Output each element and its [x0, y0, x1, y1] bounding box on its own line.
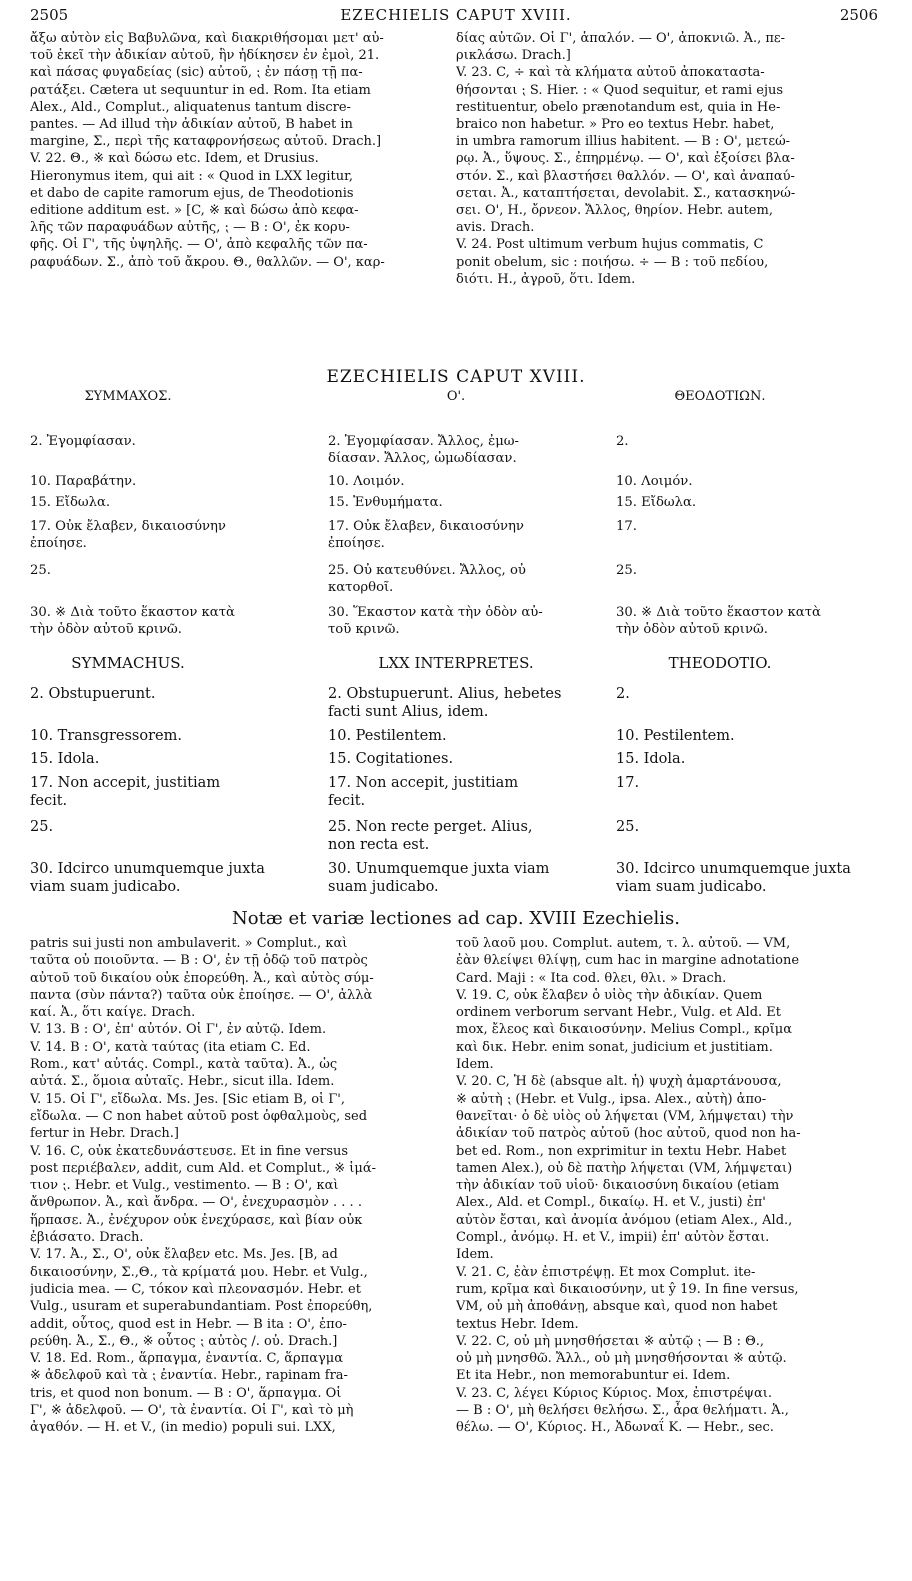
table-cell: 15. Εἴδωλα. — [616, 495, 697, 510]
text-line: ordinem verborum servant Hebr., Vulg. et Ald. Et — [456, 1005, 781, 1021]
text-line: ἐβιάσατο. Drach. — [30, 1230, 144, 1246]
table-cell: 10. Transgressorem. — [30, 728, 182, 744]
text-line: V. 16. C, οὐκ ἐκατεδυνάστευσε. Et in fine versus — [30, 1143, 349, 1159]
text-line: δικαιοσύνην, Σ.,Θ., τὰ κρίματά μου. Hebr. et Vulg., — [30, 1264, 368, 1280]
text-line: καὶ πάσας φυγαδείας (sic) αὐτοῦ, ⁏ ἐν πάσῃ τῇ πα- — [30, 65, 363, 81]
text-line: ρεύθη. Ἀ., Σ., Θ., ※ οὗτος ⁏ αὐτὸς /. οὐ. Drach.] — [30, 1333, 338, 1349]
text-line: αὐτὸν ἔσται, καὶ ἀνομία ἀνόμου (etiam Alex., Ald., — [456, 1212, 793, 1228]
column-header: SYMMACHUS. — [71, 654, 185, 672]
text-line: φῆς. Οἱ Γ', τῆς ὑψηλῆς. — Ο', ἀπὸ κεφαλῆς τῶν πα- — [30, 237, 368, 253]
text-line: ταῦτα οὐ ποιοῦντα. — B : Ο', ἐν τῇ ὁδῷ τοῦ πατρὸς — [30, 953, 368, 969]
text-line: αὐτοῦ τοῦ δικαίου οὐκ ἐπορεύθη. Ἀ., καὶ αὐτὸς σύμ- — [30, 970, 374, 986]
page-number-right: 2506 — [839, 6, 878, 24]
text-line: Alex., Ald. et Compl., δικαίῳ. Η. et V., justi) ἐπ' — [456, 1195, 766, 1211]
text-line: in umbra ramorum illius habitent. — B : Ο', μετεώ- — [456, 134, 791, 150]
table-cell: 15. Idola. — [616, 751, 686, 767]
text-line: V. 14. B : Ο', κατὰ ταύτας (ita etiam C. Ed. — [30, 1039, 311, 1055]
text-line: αὐτά. Σ., ὅμοια αὐταῖς. Hebr., sicut illa. Idem. — [30, 1074, 335, 1090]
text-line: tamen Alex.), οὐ δὲ πατὴρ λήψεται (VM, λήμψεται) — [456, 1160, 793, 1176]
table-cell: 25. Οὐ κατευθύνει. Ἄλλος, οὐ κατορθοῖ. — [328, 563, 526, 595]
text-line: avis. Drach. — [456, 220, 535, 236]
table-cell: 17. Non accepit, justitiam fecit. — [328, 775, 519, 809]
text-line: V. 23. C, λέγει Κύριος Κύριος. Mox, ἐπιστρέψαι. — [456, 1385, 772, 1401]
text-line: V. 19. C, οὐκ ἔλαβεν ὁ υἱὸς τὴν ἀδικίαν. Quem — [456, 987, 763, 1003]
text-line: Et ita Hebr., non memorabuntur ei. Idem. — [456, 1368, 731, 1384]
text-line: Card. Maji : « Ita cod. θλει, θλι. » Drach. — [456, 970, 727, 986]
text-line: mox, ἔλεος καὶ δικαιοσύνην. Melius Compl., κρῖμα — [456, 1022, 793, 1038]
text-line: V. 22. C, οὐ μὴ μνησθήσεται ※ αὐτῷ ⁏ — B : Θ., — [456, 1333, 765, 1349]
table-cell: 17. — [616, 775, 640, 791]
table-cell: 10. Pestilentem. — [328, 728, 447, 744]
table-cell: 2. Ἐγομφίασαν. — [30, 434, 136, 449]
text-line: judicia mea. — C, τόκον καὶ πλεονασμόν. Hebr. et — [30, 1281, 361, 1297]
text-line: ρατάξει. Cætera ut sequuntur in ed. Rom. Ita etiam — [30, 82, 371, 98]
text-line: στόν. Σ., καὶ βλαστήσει θαλλόν. — Ο', καὶ ἀναπαύ- — [456, 168, 795, 184]
text-line: Γ', ※ ἀδελφοῦ. — Ο', τὰ ἐναντία. Οἱ Γ', καὶ τὸ μὴ — [30, 1403, 354, 1419]
text-line: ραφυάδων. Σ., ἀπὸ τοῦ ἄκρου. Θ., θαλλῶν. — Ο', καρ- — [30, 254, 385, 270]
text-line: σεται. Ἀ., καταπτήσεται, devolabit. Σ., κατασκηνώ- — [456, 185, 796, 201]
text-line: θέλω. — Ο', Κύριος. Η., Ἀδωναΐ Κ. — Hebr., sec. — [456, 1420, 774, 1436]
text-line: εἴδωλα. — C non habet αὐτοῦ post ὀφθαλμοὺς, sed — [30, 1108, 368, 1124]
column-header: Ο'. — [446, 389, 466, 404]
text-line: braico non habetur. » Pro eo textus Hebr. habet, — [456, 117, 775, 133]
text-line: VM, οὐ μὴ ἀποθάνῃ, absque καὶ, quod non habet — [456, 1299, 778, 1315]
text-line: addit, οὗτος, quod est in Hebr. — B ita : Ο', ἐπο- — [30, 1316, 347, 1332]
notes-title: Notæ et variæ lectiones ad cap. XVIII Ezechielis. — [232, 908, 680, 929]
table-cell: 17. Non accepit, justitiam fecit. — [30, 775, 221, 809]
text-line: textus Hebr. Idem. — [456, 1316, 579, 1332]
text-line: θήσονται ⁏ S. Hier. : « Quod sequitur, et rami ejus — [456, 82, 784, 98]
text-line: V. 24. Post ultimum verbum hujus commatis, C — [456, 237, 764, 253]
text-line: bet ed. Rom., non exprimitur in textu Hebr. Habet — [456, 1143, 787, 1159]
text-line: V. 17. Ἀ., Σ., Ο', οὐκ ἔλαβεν etc. Ms. Jes. [B, ad — [30, 1247, 338, 1263]
table-cell: 25. — [30, 563, 51, 578]
text-line: ἄξω αὐτὸν εἰς Βαβυλῶνα, καὶ διακριθήσομαι μετ' αὐ- — [30, 31, 384, 46]
table-cell: 25. — [616, 819, 640, 835]
table-cell: 15. Idola. — [30, 751, 100, 767]
text-line: ἥρπασε. Ἀ., ἐνέχυρον οὐκ ἐνεχύρασε, καὶ βίαν οὐκ — [30, 1212, 363, 1228]
table-cell: 10. Λοιμόν. — [616, 474, 693, 489]
table-cell: 17. Οὐκ ἔλαβεν, δικαιοσύνην ἐποίησε. — [30, 519, 226, 551]
text-line: Alex., Ald., Complut., aliquatenus tantum discre- — [30, 99, 351, 115]
text-line: V. 22. Θ., ※ καὶ δώσω etc. Idem, et Drusius. — [30, 151, 319, 167]
table-cell: 15. Cogitationes. — [328, 751, 454, 767]
text-line: καί. Ἀ., ὅτι καίγε. Drach. — [30, 1005, 196, 1021]
text-line: παντα (σὺν πάντα?) ταῦτα οὐκ ἐποίησε. — Ο', ἀλλὰ — [30, 987, 373, 1003]
text-line: restituentur, obelo prænotandum est, quia in He- — [456, 99, 781, 115]
table-cell: 2. Obstupuerunt. — [30, 686, 156, 702]
text-line: δίας αὐτῶν. Οἱ Γ', ἁπαλόν. — Ο', ἀποκνιῶ. Ἀ., πε- — [456, 31, 786, 46]
text-line: Idem. — [456, 1247, 494, 1263]
text-line: ἐὰν θλείψει θλίψῃ, cum hac in margine adnotatione — [456, 953, 800, 969]
text-line: ἀδικίαν τοῦ πατρὸς αὐτοῦ (hoc αὐτοῦ, quod non ha- — [456, 1126, 801, 1142]
text-line: Idem. — [456, 1057, 494, 1073]
text-line: — B : Ο', μὴ θελήσει θελήσω. Σ., ἆρα θελήματι. Ἀ., — [456, 1403, 789, 1419]
column-header: ΘΕΟΔΟΤΙΩΝ. — [674, 389, 766, 404]
text-line: V. 23. C, ÷ καὶ τὰ κλήματα αὐτοῦ ἀποκατασta- — [456, 65, 765, 81]
table-cell: 15. Ἐνθυμήματα. — [328, 495, 443, 510]
text-line: V. 18. Ed. Rom., ἅρπαγμα, ἐναντία. C, ἅρπαγμα — [30, 1351, 343, 1367]
text-line: ρικλάσω. Drach.] — [456, 48, 571, 64]
table-cell: 10. Παραβάτην. — [30, 474, 137, 489]
text-line: post περιέβαλεν, addit, cum Ald. et Complut., ※ ἱμά- — [30, 1160, 377, 1176]
column-header: THEODOTIO. — [668, 654, 772, 672]
table-cell: 17. Οὐκ ἔλαβεν, δικαιοσύνην ἐποίησε. — [328, 519, 524, 551]
text-line: οὐ μὴ μνησθῶ. Ἄλλ., οὐ μὴ μνησθήσονται ※ αὐτῷ. — [456, 1351, 787, 1367]
text-line: V. 21. C, ἐὰν ἐπιστρέψῃ. Et mox Complut. ite- — [456, 1264, 756, 1280]
text-line: V. 13. B : Ο', ἐπ' αὐτόν. Οἱ Γ', ἐν αὐτῷ. Idem. — [30, 1022, 327, 1038]
table-cell: 30. Unumquemque juxta viam suam judicabo. — [328, 861, 550, 895]
table-cell: 30. Ἕκαστον κατὰ τὴν ὁδὸν αὐ- τοῦ κρινῶ. — [328, 605, 543, 637]
text-line: ἀγαθόν. — Η. et V., (in medio) populi sui. LXX, — [30, 1420, 336, 1436]
text-line: ponit obelum, sic : ποιήσω. ÷ — B : τοῦ πεδίου, — [456, 254, 769, 270]
table-cell: 10. Pestilentem. — [616, 728, 735, 744]
text-line: Rom., κατ' αὐτάς. Compl., κατὰ ταῦτα). Ἀ., ὡς — [30, 1057, 338, 1073]
notes-right-column — [456, 935, 886, 1437]
running-title: EZECHIELIS CAPUT XVIII. — [340, 6, 572, 24]
table-cell: 30. Idcirco unumquemque juxta viam suam judicabo. — [30, 861, 265, 895]
table-cell: 25. Non recte perget. Alius, non recta est. — [328, 819, 533, 853]
table-cell: 30. Idcirco unumquemque juxta viam suam judicabo. — [616, 861, 851, 895]
text-line: editione additum est. » [C, ※ καὶ δώσω ἀπὸ κεφα- — [30, 203, 359, 219]
text-line: ※ ἀδελφοῦ καὶ τὰ ⁏ ἐναντία. Hebr., rapinam fra- — [30, 1368, 348, 1384]
text-line: patris sui justi non ambulaverit. » Complut., καὶ — [30, 936, 348, 951]
table-cell: 17. — [616, 519, 637, 534]
text-line: τὴν ἀδικίαν τοῦ υἱοῦ· δικαιοσύνη δικαίου (etiam — [456, 1178, 780, 1194]
text-line: ※ αὐτὴ ⁏ (Hebr. et Vulg., ipsa. Alex., αὐτὴ) ἀπο- — [456, 1091, 767, 1107]
text-line: τοῦ λαοῦ μου. Complut. autem, τ. λ. αὐτοῦ. — VM, — [456, 936, 791, 951]
text-line: fertur in Hebr. Drach.] — [30, 1126, 179, 1142]
table-cell: 25. — [616, 563, 637, 578]
chapter-title: EZECHIELIS CAPUT XVIII. — [326, 367, 586, 387]
text-line: V. 20. C, Ἡ δὲ (absque alt. ἡ) ψυχὴ ἁμαρτάνουσα, — [456, 1074, 782, 1090]
top-left-column — [30, 30, 448, 271]
text-line: ἄνθρωπον. Ἀ., καὶ ἄνδρα. — Ο', ἐνεχυρασμὸν . . . . — [30, 1195, 362, 1211]
text-line: θανεῖται· ὁ δὲ υἱὸς οὐ λήψεται (VM, λήμψεται) τὴν — [456, 1108, 794, 1124]
text-line: λῆς τῶν παραφυάδων αὐτῆς, ⁏ — B : Ο', ἐκ κορυ- — [30, 220, 350, 236]
notes-left-column — [30, 935, 448, 1437]
text-line: tris, et quod non bonum. — B : Ο', ἅρπαγμα. Οἱ — [30, 1385, 342, 1401]
text-line: Vulg., usuram et superabundantiam. Post ἐπορεύθη, — [30, 1299, 373, 1315]
page-number-left: 2505 — [30, 6, 69, 24]
text-line: Compl., ἀνόμῳ. Η. et V., impii) ἐπ' αὐτὸν ἔσται. — [456, 1230, 770, 1246]
text-line: σει. Ο', Η., ὄρνεον. Ἄλλος, θηρίον. Hebr. autem, — [456, 203, 773, 219]
text-line: margine, Σ., περὶ τῆς καταφρονήσεως αὐτοῦ. Drach.] — [30, 134, 382, 150]
text-line: καὶ δικ. Hebr. enim sonat, judicium et justitiam. — [456, 1039, 773, 1055]
text-line: τοῦ ἐκεῖ τὴν ἀδικίαν αὐτοῦ, ἣν ἠδίκησεν ἐν ἐμοὶ, 21. — [30, 48, 380, 64]
text-line: ρῳ. Ἀ., ὕψους. Σ., ἐπηρμένῳ. — Ο', καὶ ἐξοίσει βλα- — [456, 151, 795, 167]
table-cell: 15. Εἴδωλα. — [30, 495, 111, 510]
table-cell: 10. Λοιμόν. — [328, 474, 405, 489]
table-cell: 2. — [616, 686, 630, 702]
text-line: τιον ⁏. Hebr. et Vulg., vestimento. — B : Ο', καὶ — [30, 1178, 339, 1194]
text-line: διότι. Η., ἀγροῦ, ὅτι. Idem. — [456, 271, 636, 287]
table-cell: 2. — [616, 434, 629, 449]
text-line: rum, κρῖμα καὶ δικαιοσύνην, ut ŷ 19. In fine versus, — [456, 1281, 799, 1297]
text-line: et dabo de capite ramorum ejus, de Theodotionis — [30, 185, 354, 201]
column-header: ΣΥΜΜΑΧΟΣ. — [84, 389, 172, 404]
table-cell: 25. — [30, 819, 54, 835]
column-header: LXX INTERPRETES. — [378, 654, 534, 672]
table-cell: 30. ※ Διὰ τοῦτο ἕκαστον κατὰ τὴν ὁδὸν αὐτοῦ κρινῶ. — [30, 605, 235, 637]
table-cell: 2. Ἐγομφίασαν. Ἄλλος, ἐμω- δίασαν. Ἄλλος, ὠμωδίασαν. — [328, 434, 519, 466]
text-line: Hieronymus item, qui ait : « Quod in LXX legitur, — [30, 168, 354, 184]
text-line: V. 15. Οἱ Γ', εἴδωλα. Ms. Jes. [Sic etiam B, οἱ Γ', — [30, 1091, 345, 1107]
table-cell: 2. Obstupuerunt. Alius, hebetes facti sunt Alius, idem. — [328, 686, 562, 720]
text-line: pantes. — Ad illud τὴν ἀδικίαν αὐτοῦ, B habet in — [30, 117, 353, 133]
top-right-column — [456, 30, 884, 288]
table-cell: 30. ※ Διὰ τοῦτο ἕκαστον κατὰ τὴν ὁδὸν αὐτοῦ κρινῶ. — [616, 605, 821, 637]
